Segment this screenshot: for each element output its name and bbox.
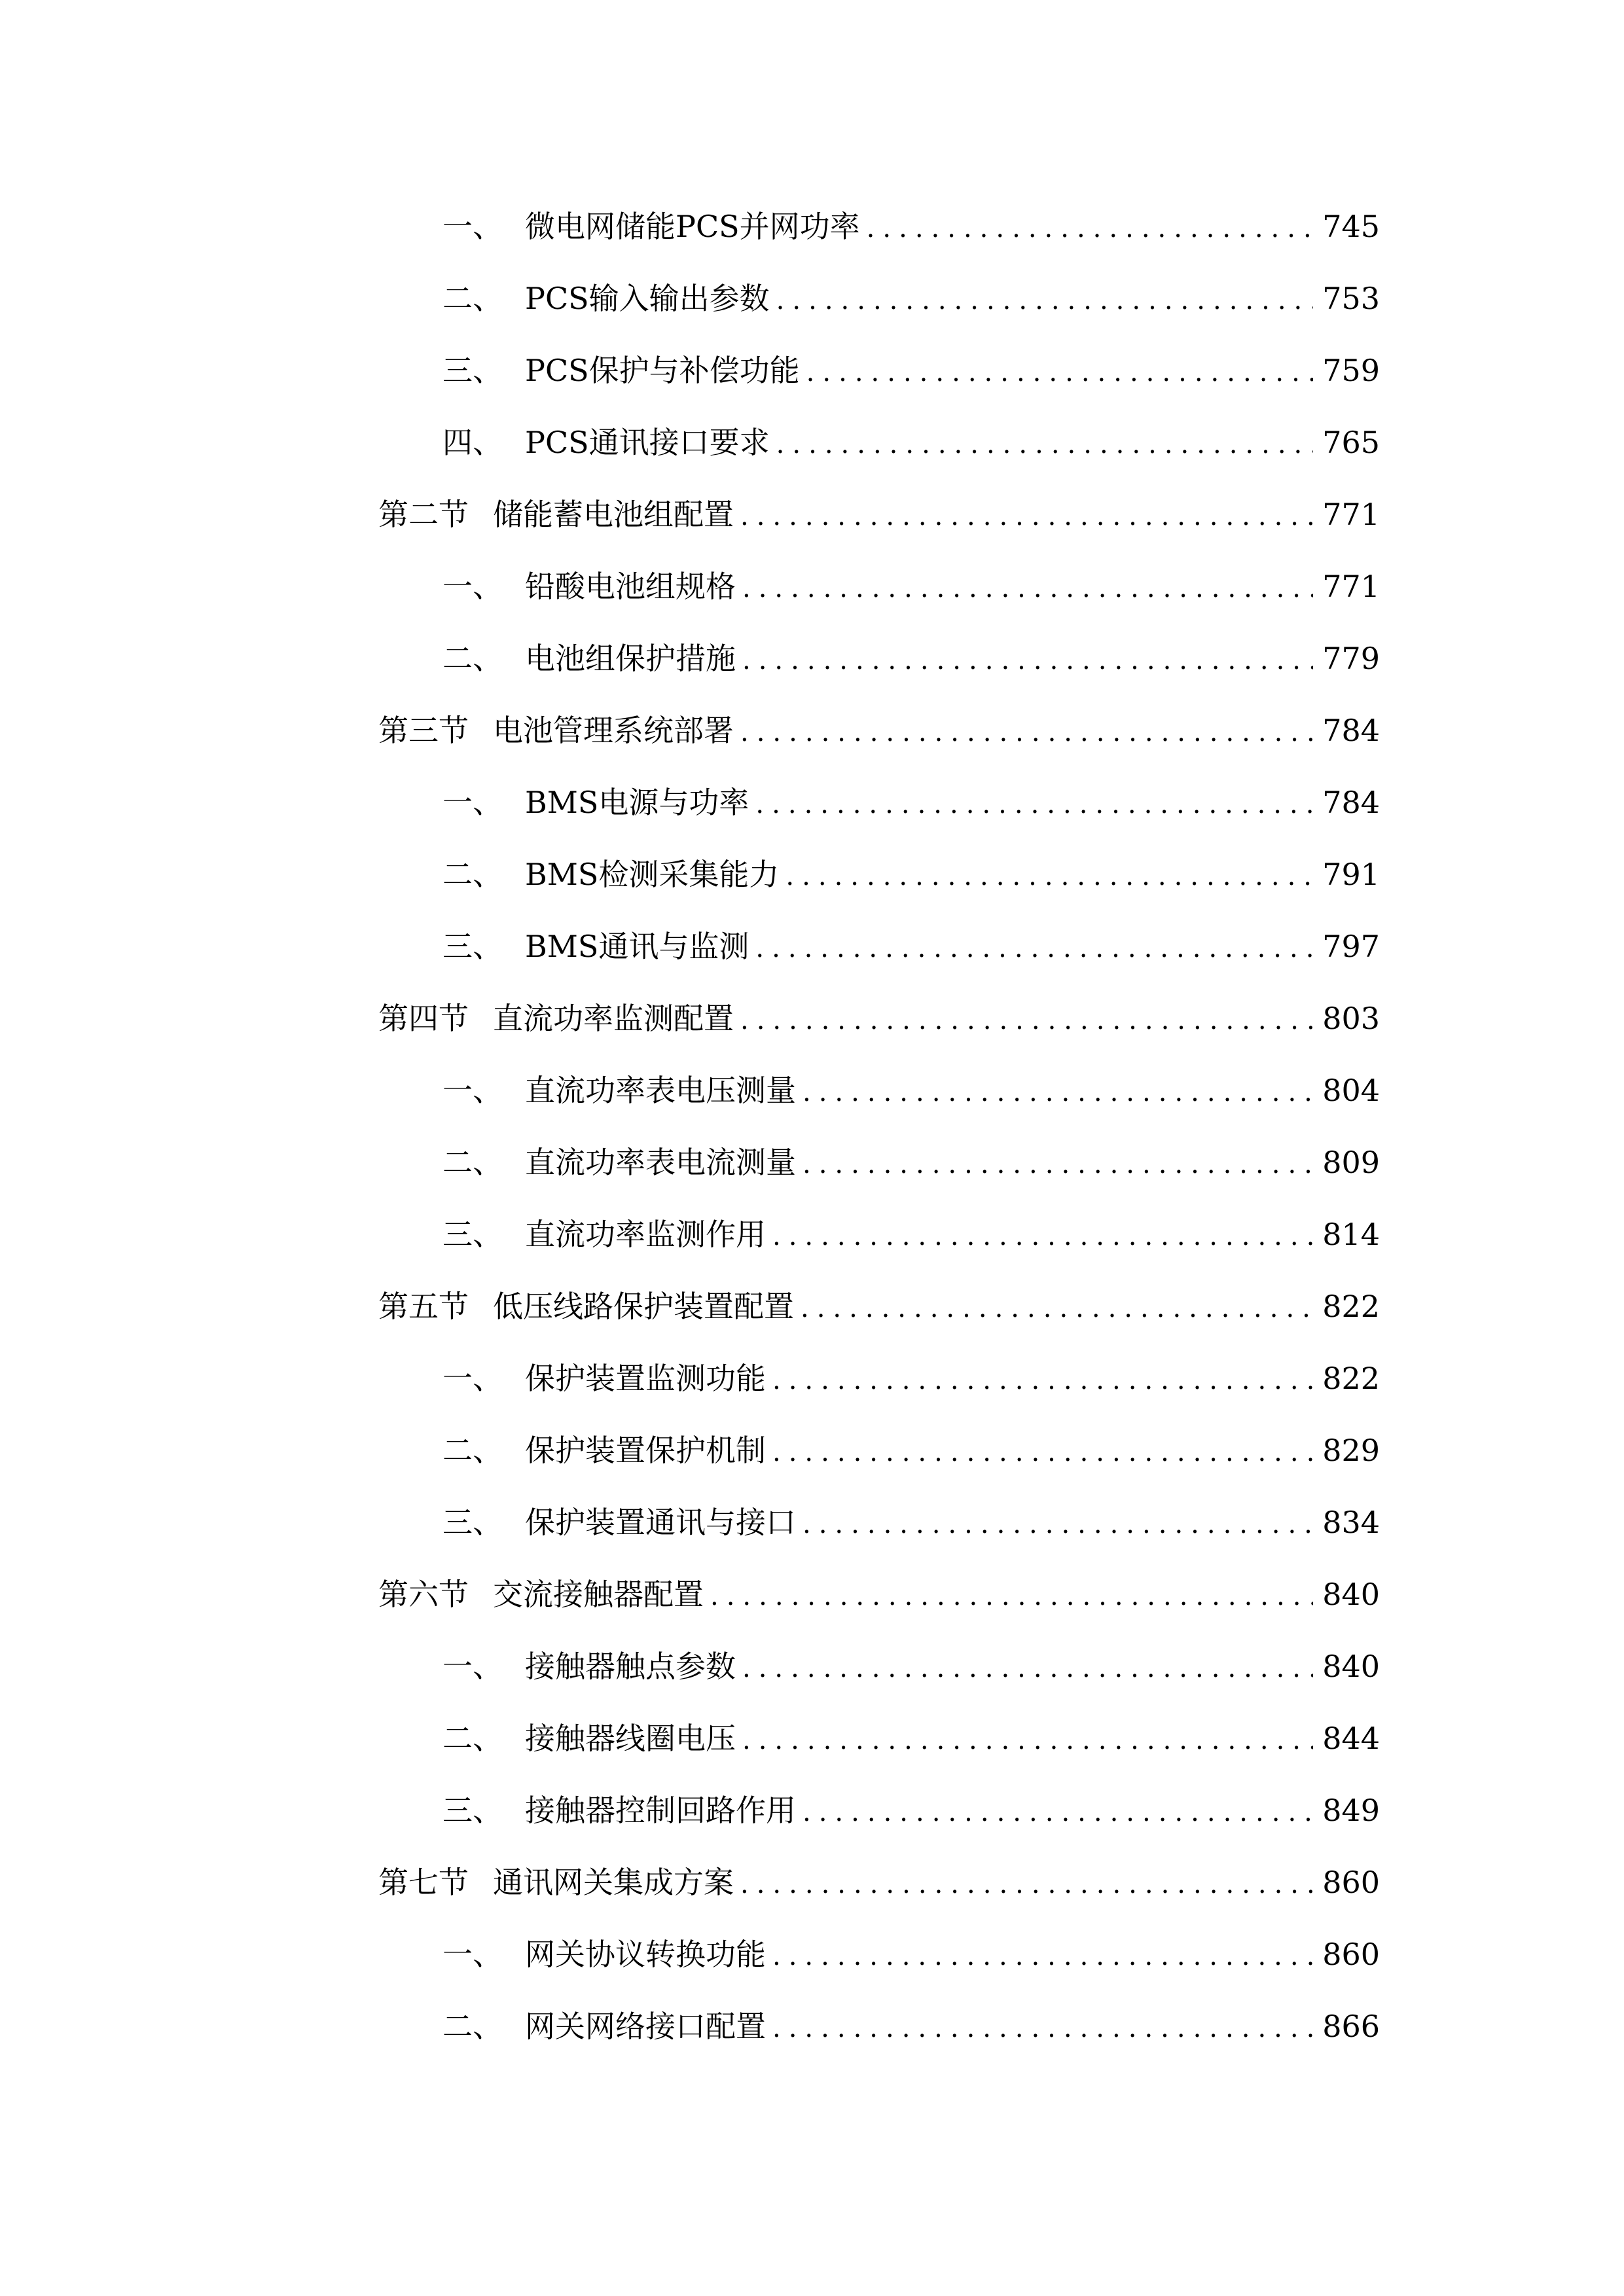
toc-entry[interactable] (442, 920, 1380, 973)
toc-entry-page: 844 (1322, 1721, 1380, 1756)
toc-entry-page: 791 (1322, 857, 1380, 892)
toc-section[interactable] (378, 488, 1380, 541)
toc-section[interactable] (378, 1856, 1380, 1909)
dot-leader (801, 1280, 1313, 1333)
toc-entry-number: 一、 (442, 569, 503, 604)
toc-entry-title: PCS输入输出参数 (525, 281, 770, 316)
toc-entry[interactable] (442, 848, 1380, 901)
dot-leader (742, 1640, 1313, 1693)
toc-section-title: 电池管理系统部署 (493, 713, 734, 748)
toc-entry-page: 866 (1322, 2009, 1380, 2044)
toc-entry-number: 三、 (442, 1793, 503, 1828)
toc-entry-page: 834 (1322, 1505, 1380, 1540)
toc-entry[interactable] (442, 1928, 1380, 1981)
toc-entry-page: 829 (1322, 1433, 1380, 1468)
dot-leader (710, 1568, 1313, 1621)
toc-section-number: 第三节 (378, 713, 469, 748)
toc-entry-title: 铅酸电池组规格 (525, 569, 736, 604)
dot-leader (740, 488, 1313, 541)
toc-entry-title: PCS通讯接口要求 (525, 425, 770, 460)
toc-entry-title: 网关协议转换功能 (525, 1937, 766, 1972)
dot-leader (867, 200, 1314, 253)
dot-leader (803, 1496, 1313, 1549)
dot-leader (742, 560, 1313, 613)
toc-entry-title: 直流功率表电流测量 (525, 1145, 796, 1180)
toc-entry-number: 三、 (442, 353, 503, 388)
dot-leader (755, 920, 1313, 973)
toc-entry-page: 779 (1322, 641, 1380, 676)
dot-leader (742, 1712, 1313, 1765)
toc-section-page: 860 (1322, 1865, 1380, 1900)
toc-section-title: 交流接触器配置 (493, 1577, 704, 1612)
toc-entry[interactable] (442, 200, 1380, 253)
toc-entry-number: 四、 (442, 425, 503, 460)
toc-entry[interactable] (442, 776, 1380, 829)
toc-entry[interactable] (442, 1352, 1380, 1405)
toc-entry-page: 814 (1322, 1217, 1380, 1252)
toc-section-page: 771 (1322, 497, 1380, 532)
toc-entry-page: 753 (1322, 281, 1380, 316)
dot-leader (740, 704, 1313, 757)
dot-leader (803, 1136, 1313, 1189)
toc-entry-number: 一、 (442, 209, 503, 244)
toc-entry-page: 759 (1322, 353, 1380, 388)
toc-entry-page: 822 (1322, 1361, 1380, 1396)
toc-entry-title: 直流功率表电压测量 (525, 1073, 796, 1108)
toc-entry-number: 三、 (442, 929, 503, 964)
toc-entry-number: 一、 (442, 1361, 503, 1396)
toc-entry-title: 接触器线圈电压 (525, 1721, 736, 1756)
toc-entry[interactable] (442, 1496, 1380, 1549)
toc-section-number: 第二节 (378, 497, 469, 532)
toc-entry-number: 一、 (442, 1073, 503, 1108)
toc-entry-page: 804 (1322, 1073, 1380, 1108)
toc-section-page: 784 (1322, 713, 1380, 748)
toc-section-page: 822 (1322, 1289, 1380, 1324)
toc-entry-title: 网关网络接口配置 (525, 2009, 766, 2044)
toc-entry[interactable] (442, 416, 1380, 469)
toc-entry[interactable] (442, 1064, 1380, 1117)
toc-entry-title: 接触器控制回路作用 (525, 1793, 796, 1828)
dot-leader (772, 1352, 1313, 1405)
toc-section-title: 低压线路保护装置配置 (493, 1289, 794, 1324)
toc-entry-page: 809 (1322, 1145, 1380, 1180)
toc-entry[interactable] (442, 1208, 1380, 1261)
toc-section[interactable] (378, 1280, 1380, 1333)
toc-entry-number: 三、 (442, 1505, 503, 1540)
toc-entry[interactable] (442, 1784, 1380, 1837)
toc-entry-title: 接触器触点参数 (525, 1649, 736, 1684)
toc-entry-page: 840 (1322, 1649, 1380, 1684)
toc-section[interactable] (378, 704, 1380, 757)
dot-leader (740, 1856, 1313, 1909)
toc-entry-page: 860 (1322, 1937, 1380, 1972)
toc-entry-number: 二、 (442, 281, 503, 316)
toc-section-number: 第五节 (378, 1289, 469, 1324)
toc-entry-page: 745 (1322, 209, 1380, 244)
toc-section-title: 通讯网关集成方案 (493, 1865, 734, 1900)
toc-entry-page: 849 (1322, 1793, 1380, 1828)
toc-entry-number: 二、 (442, 2009, 503, 2044)
toc-entry-number: 二、 (442, 1433, 503, 1468)
dot-leader (755, 776, 1313, 829)
toc-entry-title: 电池组保护措施 (525, 641, 736, 676)
toc-entry[interactable] (442, 632, 1380, 685)
dot-leader (803, 1064, 1313, 1117)
dot-leader (772, 2000, 1313, 2053)
toc-entry[interactable] (442, 344, 1380, 397)
toc-entry[interactable] (442, 560, 1380, 613)
dot-leader (740, 992, 1313, 1045)
toc-entry-title: 保护装置保护机制 (525, 1433, 766, 1468)
toc-section[interactable] (378, 992, 1380, 1045)
dot-leader (742, 632, 1313, 685)
toc-entry-title: 保护装置通讯与接口 (525, 1505, 796, 1540)
toc-entry[interactable] (442, 1136, 1380, 1189)
toc-entry[interactable] (442, 1640, 1380, 1693)
toc-entry-page: 784 (1322, 785, 1380, 820)
toc-section-page: 803 (1322, 1001, 1380, 1036)
toc-entry-number: 二、 (442, 857, 503, 892)
toc-entry[interactable] (442, 1424, 1380, 1477)
toc-entry-title: 微电网储能PCS并网功率 (525, 209, 860, 244)
toc-section[interactable] (378, 1568, 1380, 1621)
toc-entry[interactable] (442, 272, 1380, 325)
toc-entry-number: 一、 (442, 1649, 503, 1684)
toc-entry-number: 二、 (442, 1721, 503, 1756)
toc-section-title: 储能蓄电池组配置 (493, 497, 734, 532)
toc-section-number: 第六节 (378, 1577, 469, 1612)
toc-entry[interactable] (442, 1712, 1380, 1765)
toc-entry-page: 771 (1322, 569, 1380, 604)
toc-entry-title: 保护装置监测功能 (525, 1361, 766, 1396)
toc-entry-page: 797 (1322, 929, 1380, 964)
dot-leader (772, 1208, 1313, 1261)
dot-leader (776, 416, 1314, 469)
dot-leader (785, 848, 1313, 901)
toc-section-page: 840 (1322, 1577, 1380, 1612)
toc-entry-number: 二、 (442, 1145, 503, 1180)
toc-entry-number: 三、 (442, 1217, 503, 1252)
toc-section-number: 第四节 (378, 1001, 469, 1036)
toc-entry[interactable] (442, 2000, 1380, 2053)
dot-leader (803, 1784, 1313, 1837)
toc-entry-number: 一、 (442, 1937, 503, 1972)
toc-entry-title: BMS检测采集能力 (525, 857, 780, 892)
dot-leader (806, 344, 1314, 397)
toc-entry-page: 765 (1322, 425, 1380, 460)
toc-entry-title: BMS通讯与监测 (525, 929, 749, 964)
dot-leader (772, 1928, 1313, 1981)
toc-entry-title: BMS电源与功率 (525, 785, 749, 820)
toc-entry-number: 二、 (442, 641, 503, 676)
toc-section-title: 直流功率监测配置 (493, 1001, 734, 1036)
toc-entry-title: PCS保护与补偿功能 (525, 353, 800, 388)
dot-leader (772, 1424, 1313, 1477)
toc-entry-number: 一、 (442, 785, 503, 820)
toc-section-number: 第七节 (378, 1865, 469, 1900)
toc-entry-title: 直流功率监测作用 (525, 1217, 766, 1252)
dot-leader (776, 272, 1314, 325)
